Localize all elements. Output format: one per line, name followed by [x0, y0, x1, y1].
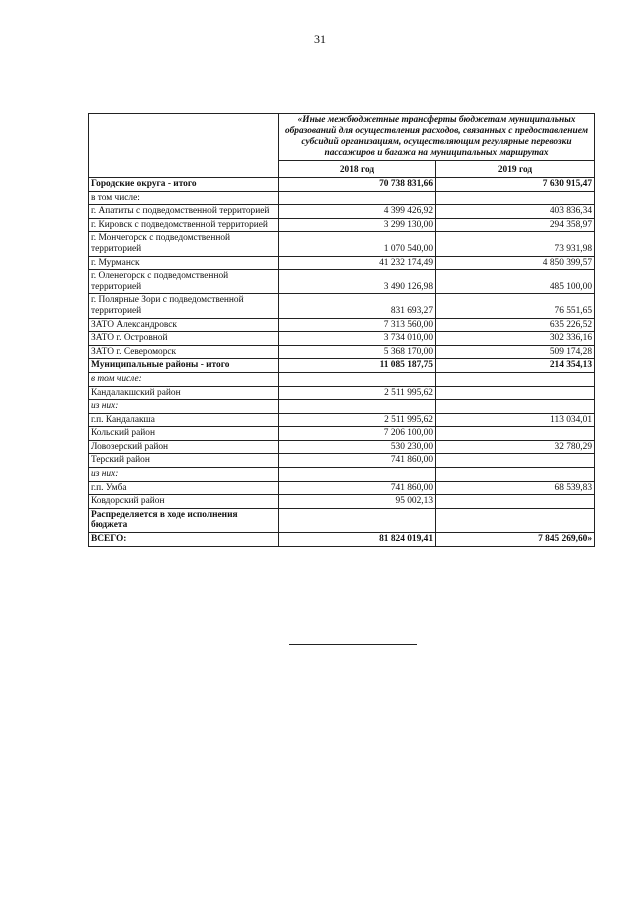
row-2019-value: 113 034,01 — [436, 413, 595, 427]
row-2018-value: 530 230,00 — [279, 440, 436, 454]
row-name-cell: в том числе: — [89, 191, 279, 205]
table-row — [89, 533, 595, 547]
row-2019-value — [436, 400, 595, 414]
row-2018-value: 1 070 540,00 — [279, 232, 436, 256]
row-2019-value: 214 354,13 — [436, 359, 595, 373]
table-row — [89, 427, 595, 441]
row-2019-value: 509 174,28 — [436, 345, 595, 359]
table-row — [89, 468, 595, 482]
row-2018-value: 831 693,27 — [279, 294, 436, 318]
row-2018-value: 5 368 170,00 — [279, 345, 436, 359]
row-name-cell: ЗАТО г. Североморск — [89, 345, 279, 359]
row-name-cell: Муниципальные районы - итого — [89, 359, 279, 373]
table-row — [89, 178, 595, 192]
transfers-table — [88, 113, 595, 547]
row-name-cell: г. Мурманск — [89, 256, 279, 270]
table-row — [89, 386, 595, 400]
row-2019-value: 7 630 915,47 — [436, 178, 595, 192]
row-name-cell: ЗАТО г. Островной — [89, 332, 279, 346]
table-row — [89, 508, 595, 532]
row-2019-value: 294 358,97 — [436, 218, 595, 232]
row-2018-value — [279, 508, 436, 532]
table-row — [89, 256, 595, 270]
row-2019-value: 68 539,83 — [436, 481, 595, 495]
row-2019-value: 73 931,98 — [436, 232, 595, 256]
year-2018-header: 2018 год — [279, 161, 436, 178]
table-row — [89, 413, 595, 427]
row-2018-value: 741 860,00 — [279, 454, 436, 468]
row-name-cell: Кандалакшский район — [89, 386, 279, 400]
row-2019-value: 485 100,00 — [436, 270, 595, 294]
row-2018-value — [279, 468, 436, 482]
row-2019-value — [436, 427, 595, 441]
row-2019-value: 635 226,52 — [436, 318, 595, 332]
row-name-cell: в том числе: — [89, 372, 279, 386]
row-name-cell: г. Мончегорск с подведомственной территорией — [89, 232, 279, 256]
row-2019-value: 32 780,29 — [436, 440, 595, 454]
table-row — [89, 454, 595, 468]
table-header-row — [89, 114, 595, 161]
table-row — [89, 191, 595, 205]
row-name-cell: Кольский район — [89, 427, 279, 441]
row-2019-value — [436, 468, 595, 482]
row-name-cell: из них: — [89, 468, 279, 482]
row-2018-value: 3 490 126,98 — [279, 270, 436, 294]
table-row — [89, 205, 595, 219]
row-name-cell: г. Полярные Зори с подведомственной территорией — [89, 294, 279, 318]
table-row — [89, 345, 595, 359]
row-2019-value — [436, 386, 595, 400]
row-2019-value — [436, 495, 595, 509]
row-2019-value — [436, 191, 595, 205]
row-name-cell: из них: — [89, 400, 279, 414]
row-2018-value: 95 002,13 — [279, 495, 436, 509]
row-2018-value: 11 085 187,75 — [279, 359, 436, 373]
row-name-cell: г. Оленегорск с подведомственной территорией — [89, 270, 279, 294]
row-2019-value — [436, 508, 595, 532]
row-name-cell: г.п. Умба — [89, 481, 279, 495]
table-row — [89, 318, 595, 332]
row-2019-value — [436, 372, 595, 386]
table-row — [89, 372, 595, 386]
row-2019-value: 302 336,16 — [436, 332, 595, 346]
table-row — [89, 270, 595, 294]
row-2018-value: 2 511 995,62 — [279, 386, 436, 400]
year-2019-header: 2019 год — [436, 161, 595, 178]
table-row — [89, 440, 595, 454]
table-row — [89, 359, 595, 373]
row-name-cell: г.п. Кандалакша — [89, 413, 279, 427]
row-2018-value — [279, 400, 436, 414]
row-name-cell: Распределяется в ходе исполнения бюджета — [89, 508, 279, 532]
table-header-text: «Иные межбюджетные трансферты бюджетам муниципальных образований для осуществления расходов, связанных с предоставлением субсидий организациям, осуществляющим регулярные перевозки пассажиров и багажа на муниципальных маршрутах — [279, 114, 595, 161]
row-name-cell: г. Кировск с подведомственной территорией — [89, 218, 279, 232]
row-2018-value: 70 738 831,66 — [279, 178, 436, 192]
row-name-cell: Городские округа - итого — [89, 178, 279, 192]
row-2019-value: 4 850 399,57 — [436, 256, 595, 270]
row-2018-value — [279, 372, 436, 386]
table-row — [89, 232, 595, 256]
table-row — [89, 495, 595, 509]
row-2019-value: 7 845 269,60» — [436, 533, 595, 547]
row-name-cell: ЗАТО Александровск — [89, 318, 279, 332]
row-2018-value: 3 734 010,00 — [279, 332, 436, 346]
row-2018-value: 2 511 995,62 — [279, 413, 436, 427]
row-name-cell: ВСЕГО: — [89, 533, 279, 547]
row-2018-value: 81 824 019,41 — [279, 533, 436, 547]
table-row — [89, 332, 595, 346]
row-2018-value — [279, 191, 436, 205]
row-2019-value — [436, 454, 595, 468]
header-empty-cell — [89, 114, 279, 178]
table-row — [89, 400, 595, 414]
row-2018-value: 741 860,00 — [279, 481, 436, 495]
row-name-cell: Ловозерский район — [89, 440, 279, 454]
closing-rule — [289, 644, 417, 645]
row-2019-value: 403 836,34 — [436, 205, 595, 219]
table-row — [89, 218, 595, 232]
row-name-cell: г. Апатиты с подведомственной территорией — [89, 205, 279, 219]
row-2018-value: 4 399 426,92 — [279, 205, 436, 219]
row-2019-value: 76 551,65 — [436, 294, 595, 318]
row-2018-value: 7 206 100,00 — [279, 427, 436, 441]
row-2018-value: 41 232 174,49 — [279, 256, 436, 270]
row-2018-value: 7 313 560,00 — [279, 318, 436, 332]
page-number: 31 — [314, 32, 326, 46]
table-row — [89, 481, 595, 495]
row-name-cell: Ковдорский район — [89, 495, 279, 509]
table-row — [89, 294, 595, 318]
row-name-cell: Терский район — [89, 454, 279, 468]
row-2018-value: 3 299 130,00 — [279, 218, 436, 232]
